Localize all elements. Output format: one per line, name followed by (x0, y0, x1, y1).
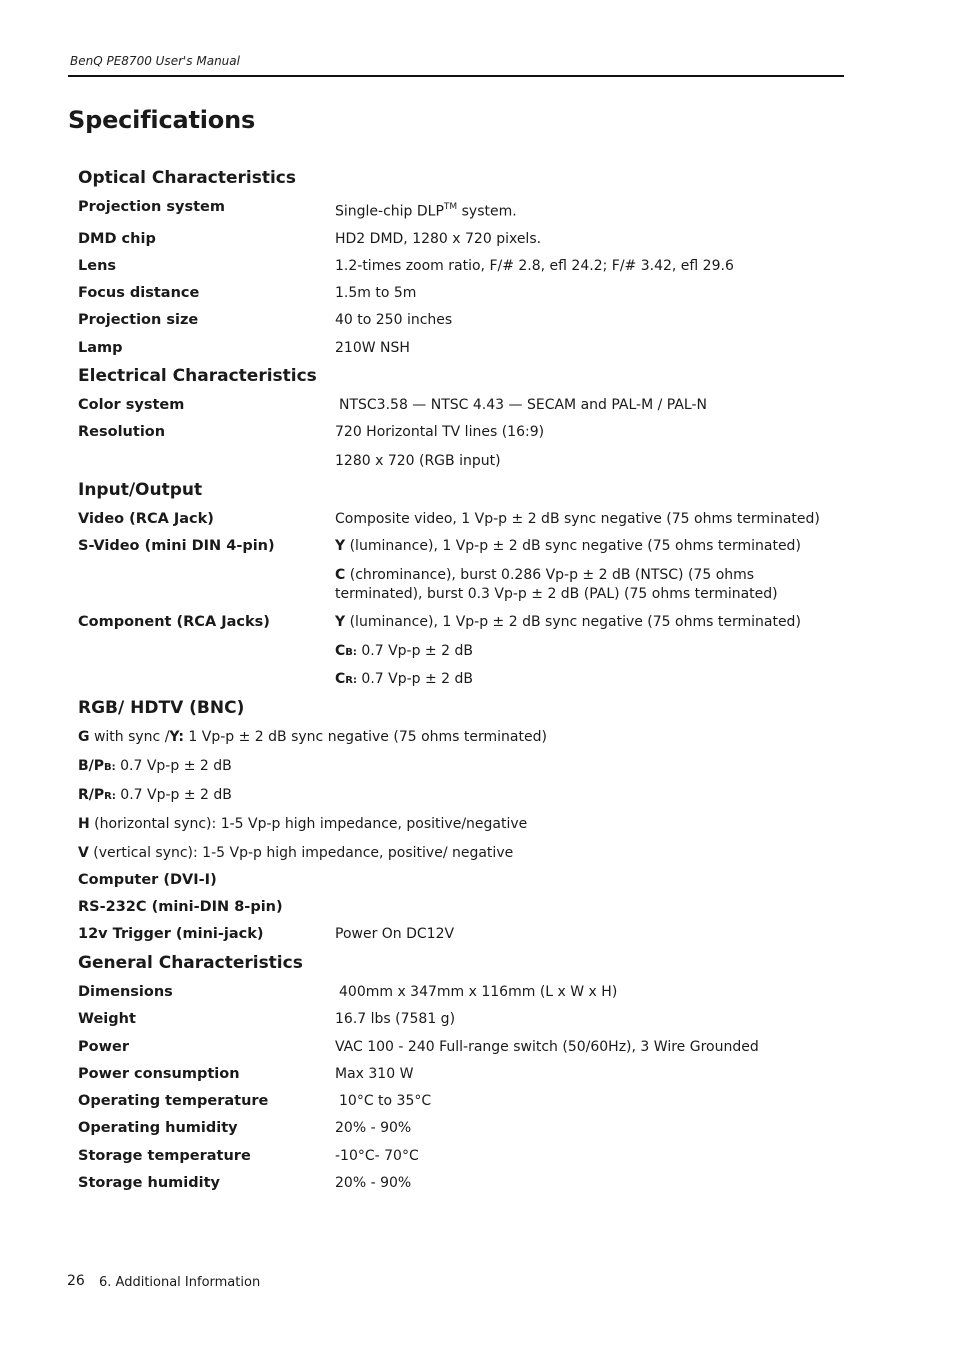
page-number: 26 (67, 1273, 85, 1289)
op-temp-value: 10°C to 35°C (339, 1093, 432, 1109)
video-value: Composite video, 1 Vp-p ± 2 dB sync negative (75 ohms terminated) (335, 511, 820, 527)
rgb-g-line: G with sync /Y: 1 Vp-p ± 2 dB sync negative (75 ohms terminated) (78, 729, 547, 745)
video-label: Video (RCA Jack) (78, 511, 214, 527)
consumption-label: Power consumption (78, 1066, 240, 1082)
trigger-value: Power On DC12V (335, 926, 455, 942)
manual-title: BenQ PE8700 User's Manual (70, 54, 240, 68)
lens-label: Lens (78, 258, 117, 274)
rs232-label: RS-232C (mini-DIN 8-pin) (78, 899, 283, 915)
weight-value: 16.7 lbs (7581 g) (335, 1011, 456, 1027)
rgb-v-line: V (vertical sync): 1-5 Vp-p high impedance, positive/ negative (78, 845, 514, 861)
dmd-value: HD2 DMD, 1280 x 720 pixels. (335, 231, 542, 247)
color-system-value: NTSC3.58 — NTSC 4.43 — SECAM and PAL-M / PAL-N (339, 397, 707, 413)
dmd-label: DMD chip (78, 231, 156, 247)
component-cb-value: CB: 0.7 Vp-p ± 2 dB (335, 643, 473, 659)
chapter-title: 6. Additional Information (99, 1275, 261, 1290)
st-temp-label: Storage temperature (78, 1148, 251, 1164)
st-temp-value: -10°C- 70°C (335, 1148, 419, 1164)
rgb-bpb-line: B/PB: 0.7 Vp-p ± 2 dB (78, 758, 232, 774)
optical-heading: Optical Characteristics (78, 168, 296, 188)
power-label: Power (78, 1039, 129, 1055)
consumption-value: Max 310 W (335, 1066, 414, 1082)
svideo-c-value: C (chrominance), burst 0.286 Vp-p ± 2 dB (NTSC) (75 ohms terminated), burst 0.3 Vp-p ± 2 dB (PAL) (75 ohms terminated) (335, 567, 778, 602)
dimensions-value: 400mm x 347mm x 116mm (L x W x H) (339, 984, 618, 1000)
op-humidity-value: 20% - 90% (335, 1120, 412, 1136)
lamp-value: 210W NSH (335, 340, 410, 356)
power-value: VAC 100 - 240 Full-range switch (50/60Hz), 3 Wire Grounded (335, 1039, 759, 1055)
component-label: Component (RCA Jacks) (78, 614, 270, 630)
size-value: 40 to 250 inches (335, 312, 453, 328)
electrical-heading: Electrical Characteristics (78, 366, 317, 386)
rgb-h-line: H (horizontal sync): 1-5 Vp-p high impedance, positive/negative (78, 816, 528, 832)
weight-label: Weight (78, 1011, 136, 1027)
resolution-label: Resolution (78, 424, 166, 440)
lamp-label: Lamp (78, 340, 123, 356)
svideo-label: S-Video (mini DIN 4-pin) (78, 538, 275, 554)
computer-label: Computer (DVI-I) (78, 872, 217, 888)
component-cr-value: CR: 0.7 Vp-p ± 2 dB (335, 671, 474, 687)
header-rule (68, 75, 844, 77)
focus-value: 1.5m to 5m (335, 285, 417, 301)
projection-system-label: Projection system (78, 199, 225, 215)
rgb-rpr-line: R/PR: 0.7 Vp-p ± 2 dB (78, 787, 232, 803)
st-humidity-label: Storage humidity (78, 1175, 220, 1191)
trigger-label: 12v Trigger (mini-jack) (78, 926, 264, 942)
component-y-value: Y (luminance), 1 Vp-p ± 2 dB sync negative (75 ohms terminated) (335, 614, 801, 630)
io-heading: Input/Output (78, 480, 203, 500)
projection-system-value: Single-chip DLP™ system. (335, 202, 517, 220)
op-temp-label: Operating temperature (78, 1093, 269, 1109)
size-label: Projection size (78, 312, 199, 328)
dimensions-label: Dimensions (78, 984, 173, 1000)
color-system-label: Color system (78, 397, 185, 413)
focus-label: Focus distance (78, 285, 200, 301)
resolution-value-2: 1280 x 720 (RGB input) (335, 453, 501, 469)
st-humidity-value: 20% - 90% (335, 1175, 412, 1191)
op-humidity-label: Operating humidity (78, 1120, 238, 1136)
lens-value: 1.2-times zoom ratio, F/# 2.8, efl 24.2; F/# 3.42, efl 29.6 (335, 258, 734, 274)
page-title: Specifications (68, 106, 256, 134)
rgb-heading: RGB/ HDTV (BNC) (78, 698, 245, 718)
svideo-y-value: Y (luminance), 1 Vp-p ± 2 dB sync negative (75 ohms terminated) (335, 538, 801, 554)
resolution-value-1: 720 Horizontal TV lines (16:9) (335, 424, 545, 440)
general-heading: General Characteristics (78, 953, 303, 973)
